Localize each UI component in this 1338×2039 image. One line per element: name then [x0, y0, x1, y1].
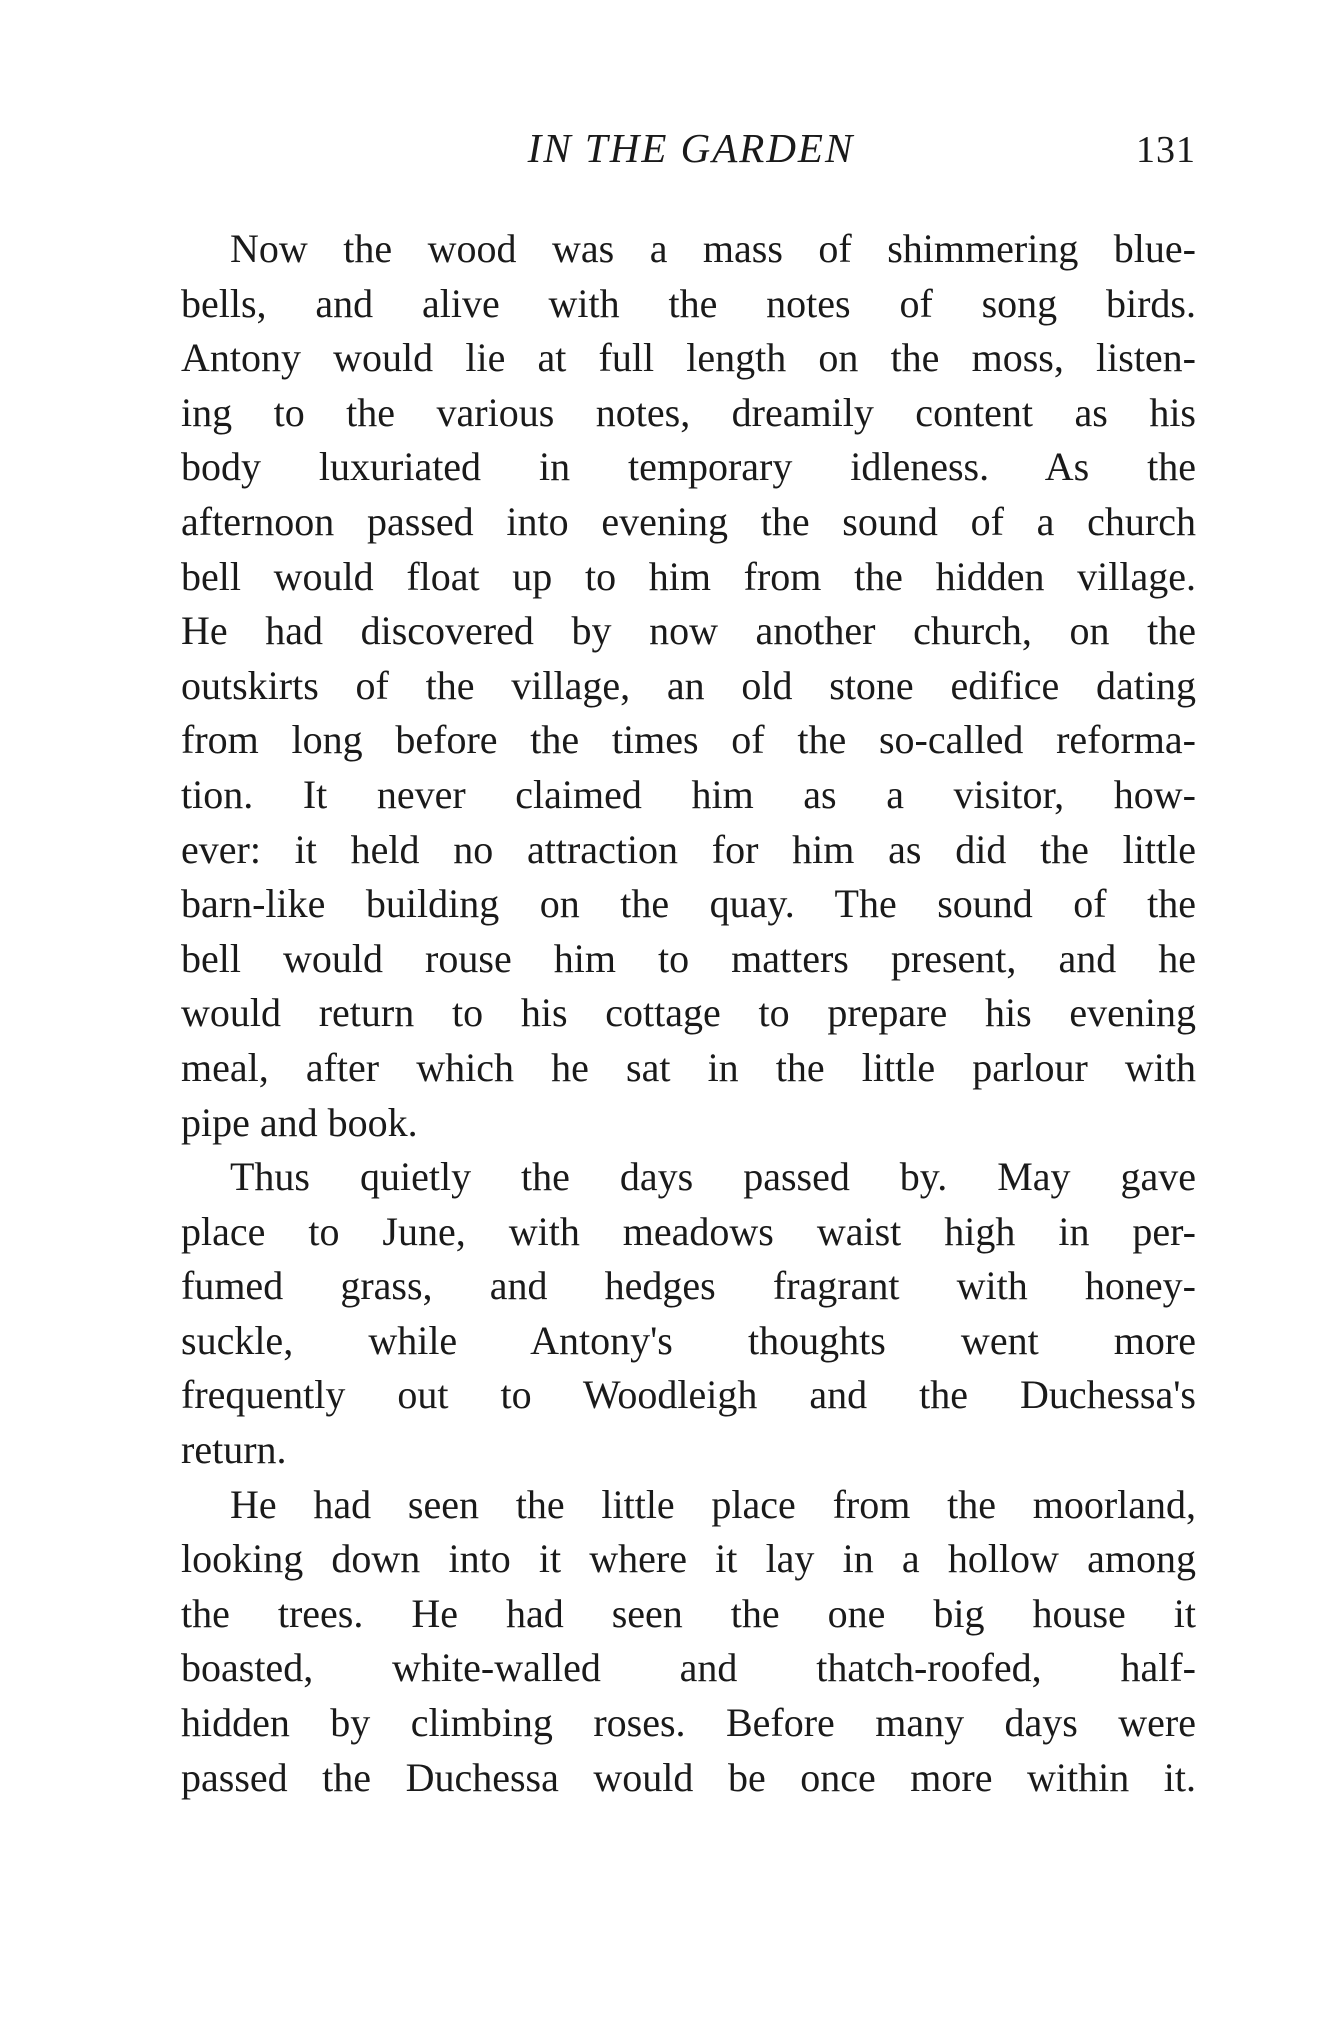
text-line: He had seen the little place from the moorland, — [230, 1481, 1196, 1527]
text-line: outskirts of the village, an old stone edifice dating — [181, 662, 1196, 708]
text-line: from long before the times of the so-called reforma- — [181, 717, 1196, 763]
text-line: tion. It never claimed him as a visitor, how- — [181, 771, 1196, 817]
running-title: IN THE GARDEN — [527, 125, 855, 171]
text-line: barn-like building on the quay. The sound of the — [181, 881, 1196, 927]
text-line: would return to his cottage to prepare his evening — [181, 990, 1196, 1036]
text-line: place to June, with meadows waist high in per- — [181, 1208, 1196, 1254]
text-line: afternoon passed into evening the sound of a church — [181, 498, 1196, 544]
text-line: suckle, while Antony's thoughts went more — [181, 1317, 1196, 1363]
paragraph — [181, 1478, 1196, 1806]
text-line: hidden by climbing roses. Before many days were — [181, 1700, 1196, 1746]
body-text — [181, 222, 1196, 1805]
text-line: Now the wood was a mass of shimmering blue- — [230, 226, 1196, 271]
paragraph — [181, 1150, 1196, 1478]
text-line: ing to the various notes, dreamily content as his — [181, 389, 1196, 435]
paragraph — [181, 222, 1196, 1150]
text-line: boasted, white-walled and thatch-roofed, half- — [181, 1645, 1196, 1691]
text-line: bell would float up to him from the hidden village. — [181, 553, 1196, 599]
running-head — [181, 118, 1196, 178]
text-line: bell would rouse him to matters present, and he — [181, 935, 1196, 981]
text-line: body luxuriated in temporary idleness. As the — [181, 444, 1196, 490]
text-line: passed the Duchessa would be once more within it. — [181, 1754, 1196, 1800]
text-line: pipe and book. — [181, 1099, 418, 1145]
text-line: Thus quietly the days passed by. May gave — [230, 1154, 1196, 1200]
text-line: He had discovered by now another church, on the — [181, 608, 1196, 654]
text-line: return. — [181, 1427, 287, 1473]
text-line: ever: it held no attraction for him as did the little — [181, 826, 1196, 872]
text-line: the trees. He had seen the one big house it — [181, 1590, 1196, 1636]
text-line: frequently out to Woodleigh and the Duchessa's — [181, 1372, 1196, 1418]
text-line: looking down into it where it lay in a hollow among — [181, 1536, 1196, 1582]
text-line: fumed grass, and hedges fragrant with honey- — [181, 1263, 1196, 1309]
text-line: meal, after which he sat in the little parlour with — [181, 1044, 1196, 1090]
text-line: bells, and alive with the notes of song birds. — [181, 280, 1196, 326]
page-number: 131 — [1136, 129, 1196, 171]
text-line: Antony would lie at full length on the moss, listen- — [181, 335, 1196, 381]
